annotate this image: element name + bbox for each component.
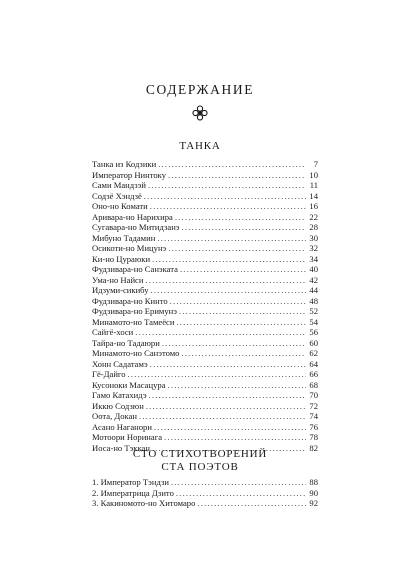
dot-leader	[139, 411, 306, 422]
toc-entry-page: 10	[309, 169, 318, 180]
toc-entry-name: 2. Императрица Дзито	[92, 487, 174, 498]
dot-leader	[150, 359, 306, 370]
toc-entry-page: 68	[309, 379, 318, 390]
toc-entry-page: 66	[309, 369, 318, 380]
toc-entry[interactable]	[92, 348, 318, 359]
dot-leader	[180, 264, 306, 275]
toc-entry-name: Мотоори Норинага	[92, 432, 163, 443]
toc-entry[interactable]	[92, 338, 318, 349]
toc-entry-name: Аривара-но Нарихира	[92, 211, 173, 222]
toc-entry-name: Идзуми-сикибу	[92, 285, 149, 296]
section-title-tanka	[0, 140, 400, 153]
dot-leader	[148, 180, 306, 191]
toc-list-hundred-poems	[92, 477, 318, 509]
toc-entry-name: Гё-Дайго	[92, 369, 126, 380]
toc-entry[interactable]	[92, 180, 318, 191]
toc-entry-page: 64	[309, 358, 318, 369]
toc-entry[interactable]	[92, 306, 318, 317]
toc-entry-page: 28	[309, 222, 318, 233]
toc-entry[interactable]	[92, 233, 318, 244]
toc-entry[interactable]	[92, 296, 318, 307]
toc-entry-page: 70	[309, 390, 318, 401]
dot-leader	[145, 275, 306, 286]
toc-entry-name: 1. Император Тэндзи	[92, 477, 169, 487]
toc-entry-page: 11	[309, 180, 318, 191]
dot-leader	[135, 327, 306, 338]
toc-entry[interactable]	[92, 359, 318, 370]
toc-entry-name: Осикоти-но Мицунэ	[92, 243, 167, 254]
toc-entry-page: 56	[309, 327, 318, 338]
toc-entry[interactable]	[92, 498, 318, 509]
toc-entry-page: 62	[309, 348, 318, 359]
toc-entry[interactable]	[92, 212, 318, 223]
toc-entry-page: 88	[309, 477, 318, 487]
dot-leader	[176, 317, 306, 328]
toc-entry-page: 92	[309, 498, 318, 509]
toc-entry-page: 52	[309, 306, 318, 317]
toc-entry[interactable]	[92, 317, 318, 328]
toc-entry[interactable]	[92, 380, 318, 391]
toc-entry-name: Минамото-но Тамеёси	[92, 316, 175, 327]
toc-entry-name: Кусоноки Масацура	[92, 379, 166, 390]
toc-entry-name: Хонн Садатамэ	[92, 358, 148, 369]
toc-entry[interactable]	[92, 369, 318, 380]
toc-entry[interactable]	[92, 243, 318, 254]
dot-leader	[154, 422, 306, 433]
toc-entry[interactable]	[92, 477, 318, 488]
flower-ornament-icon	[191, 104, 209, 122]
toc-entry-page: 74	[309, 411, 318, 422]
dot-leader	[176, 488, 306, 499]
toc-entry[interactable]	[92, 390, 318, 401]
toc-entry-page: 82	[309, 442, 318, 453]
toc-entry-page: 42	[309, 274, 318, 285]
toc-entry-name: Оота, Докан	[92, 411, 137, 422]
toc-entry-name: Сугавара-но Митидзанэ	[92, 222, 180, 233]
toc-entry-page: 14	[309, 190, 318, 201]
toc-entry-name: Тайра-но Тадаюри	[92, 337, 160, 348]
dot-leader	[146, 401, 306, 412]
toc-entry-name: Иккю Содзюн	[92, 400, 144, 411]
toc-entry-name: Ки-но Цураюки	[92, 253, 151, 264]
toc-entry-page: 60	[309, 337, 318, 348]
toc-entry-name: Мибуно Тадамин	[92, 232, 156, 243]
toc-entry[interactable]	[92, 488, 318, 499]
toc-entry-name: Минамото-но Санэтомо	[92, 348, 180, 359]
dot-leader	[150, 201, 306, 212]
toc-entry-page: 7	[313, 159, 318, 169]
dot-leader	[152, 254, 306, 265]
dot-leader	[171, 477, 306, 488]
toc-entry-name: Сайгё-хоси	[92, 327, 134, 338]
page-title: СОДЕРЖАНИЕ	[145, 82, 255, 97]
section-title-line: ТАНКА	[179, 140, 221, 152]
toc-entry[interactable]	[92, 411, 318, 422]
toc-entry[interactable]	[92, 327, 318, 338]
toc-entry-name: Фудзивара-но Санэката	[92, 264, 178, 275]
dot-leader	[151, 285, 306, 296]
dot-leader	[168, 243, 306, 254]
toc-entry-name: Сами Мандзэй	[92, 180, 146, 191]
toc-entry-name: Фудзивара-но Кинто	[92, 295, 168, 306]
toc-entry-name: Фудзивара-но Еримунэ	[92, 306, 177, 317]
toc-entry-name: 3. Какиномото-но Хитомаро	[92, 498, 196, 509]
dot-leader	[175, 212, 306, 223]
toc-entry-name: Император Нинтоку	[92, 169, 167, 180]
toc-entry[interactable]	[92, 201, 318, 212]
toc-list-tanka	[92, 159, 318, 453]
dot-leader	[168, 380, 306, 391]
toc-entry-page: 32	[309, 243, 318, 254]
dot-leader	[197, 498, 306, 509]
toc-entry-page: 48	[309, 295, 318, 306]
section-title-line: СТО СТИХОТВОРЕНИЙ	[132, 448, 268, 460]
toc-entry-page: 34	[309, 253, 318, 264]
toc-entry-name: Ума-но Найси	[92, 274, 144, 285]
toc-entry[interactable]	[92, 275, 318, 286]
toc-entry-page: 90	[309, 487, 318, 498]
dot-leader	[128, 369, 306, 380]
dot-leader	[162, 338, 306, 349]
toc-entry[interactable]	[92, 401, 318, 412]
toc-entry-name: Танка из Кодзики	[92, 159, 157, 169]
toc-entry-name: Оно-но Комати	[92, 201, 148, 212]
toc-entry-page: 22	[309, 211, 318, 222]
toc-entry[interactable]	[92, 285, 318, 296]
toc-entry-page: 78	[309, 432, 318, 443]
dot-leader	[182, 222, 307, 233]
section-title-hundred-poems	[0, 448, 400, 474]
toc-entry-name: Асано Наганори	[92, 421, 152, 432]
toc-entry[interactable]	[92, 170, 318, 181]
toc-entry-page: 44	[309, 285, 318, 296]
dot-leader	[144, 191, 306, 202]
dot-leader	[158, 159, 306, 170]
toc-entry-page: 76	[309, 421, 318, 432]
toc-entry-name: Гамо Катахидэ	[92, 390, 147, 401]
toc-entry-page: 16	[309, 201, 318, 212]
toc-entry[interactable]	[92, 254, 318, 265]
toc-entry[interactable]	[92, 159, 318, 170]
toc-entry-name: Иоса-но Тэккан	[92, 442, 150, 453]
toc-entry[interactable]	[92, 422, 318, 433]
dot-leader	[168, 170, 306, 181]
section-title-line: СТА ПОЭТОВ	[161, 461, 239, 473]
toc-entry[interactable]	[92, 222, 318, 233]
toc-entry-page: 40	[309, 264, 318, 275]
dot-leader	[181, 348, 306, 359]
dot-leader	[170, 296, 306, 307]
toc-entry-page: 30	[309, 232, 318, 243]
toc-entry[interactable]	[92, 264, 318, 275]
toc-entry-page: 54	[309, 316, 318, 327]
dot-leader	[164, 432, 306, 443]
dot-leader	[157, 233, 306, 244]
dot-leader	[179, 306, 306, 317]
dot-leader	[149, 390, 306, 401]
toc-entry[interactable]	[92, 191, 318, 202]
toc-entry-name: Содзё Хэндзё	[92, 190, 142, 201]
toc-entry-page: 72	[309, 400, 318, 411]
toc-entry[interactable]	[92, 432, 318, 443]
